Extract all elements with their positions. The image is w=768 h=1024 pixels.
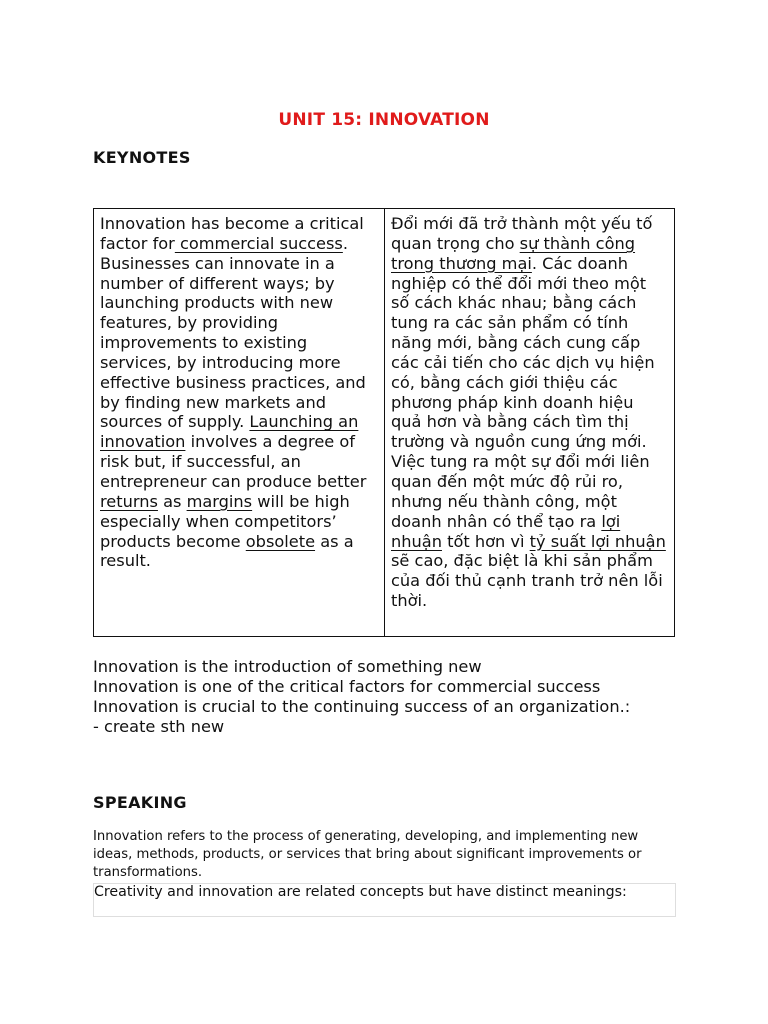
vietnamese-seg-2: . Các doanh nghiệp có thể đổi mới theo một số cách khác nhau; bằng cách tung ra các sản phẩm có tính năng mới, bằng cách cung cấp các cải tiến cho các dịch vụ hiện có, bằng cách giới thiệu các phương pháp kinh doanh hiệu quả hơn và bằng cách tìm thị trường và nguồn cung ứng mới. Việc tung ra một sự đổi mới liên quan đến một mức độ rủi ro, nhưng nếu thành công, một doanh nhân có thể tạo ra xyxy=(391,253,655,531)
vietnamese-seg-5: tỷ suất lợi nhuận xyxy=(529,531,666,551)
english-seg-10: as a result. xyxy=(100,531,354,571)
english-cell xyxy=(94,209,385,636)
page-title: UNIT 15: INNOVATION xyxy=(278,110,490,130)
keynote-line: Innovation is crucial to the continuing success of an organization.: xyxy=(93,697,631,716)
vietnamese-seg-0: Đổi mới đã trở thành một yếu tố quan trọng cho xyxy=(391,214,653,253)
english-seg-4: involves a degree of risk but, if successful, an entrepreneur can produce better xyxy=(100,432,367,491)
english-seg-0: Innovation has become a critical factor for xyxy=(100,214,364,253)
vietnamese-seg-1: sự thành công trong thương mại xyxy=(391,233,636,273)
keynote-line: Innovation is one of the critical factors for commercial success xyxy=(93,677,601,696)
english-seg-8: will be high especially when competitors’ products become xyxy=(100,491,350,551)
keynote-line: - create sth new xyxy=(93,717,225,736)
vietnamese-seg-4: tốt hơn vì xyxy=(441,531,530,551)
english-seg-5: returns xyxy=(100,491,158,511)
vietnamese-cell xyxy=(385,209,674,636)
speaking-box: Creativity and innovation are related concepts but have distinct meanings: xyxy=(93,883,676,917)
english-seg-9: obsolete xyxy=(245,531,316,551)
vietnamese-seg-6: sẽ cao, đặc biệt là khi sản phẩm của đối thủ cạnh tranh trở nên lỗi thời. xyxy=(391,551,663,611)
bilingual-table xyxy=(93,208,675,637)
english-seg-2: . Businesses can innovate in a number of different ways; by launching products with new features, by providing improvements to existing services, by introducing more effective business practices, and by finding new markets and sources of supply. xyxy=(100,233,366,432)
english-seg-6: as xyxy=(157,491,187,511)
keynote-lines xyxy=(93,657,693,737)
english-seg-3: Launching an innovation xyxy=(100,412,359,452)
speaking-heading: SPEAKING xyxy=(93,793,187,812)
vietnamese-seg-3: lợi nhuận xyxy=(391,511,621,551)
speaking-paragraph: Innovation refers to the process of generating, developing, and implementing new ideas, methods, products, or services that bring about significant improvements or transformations. xyxy=(93,829,642,880)
keynotes-heading: KEYNOTES xyxy=(93,148,191,167)
english-seg-7: margins xyxy=(186,491,253,511)
keynote-line: Innovation is the introduction of something new xyxy=(93,657,482,676)
english-seg-1: commercial success xyxy=(174,233,343,253)
